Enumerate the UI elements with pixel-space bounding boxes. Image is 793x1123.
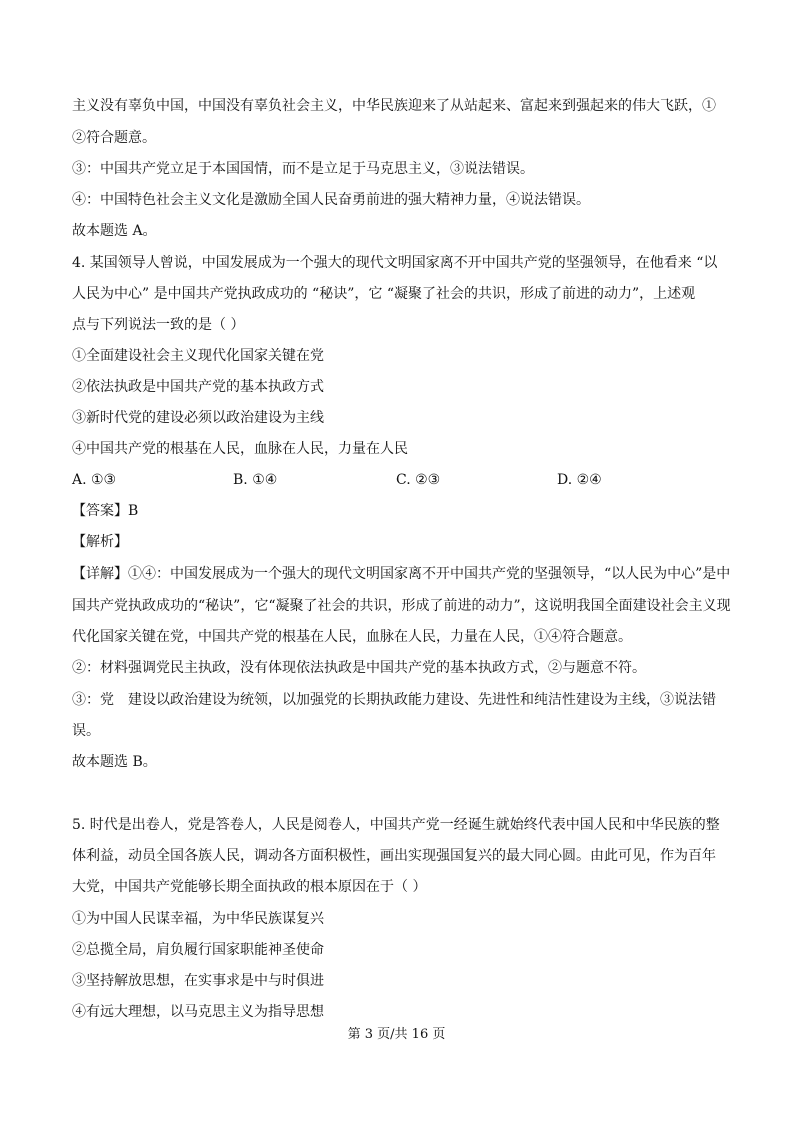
option-d: D. ②④	[557, 472, 602, 488]
text-line: 故本题选 A。	[72, 223, 157, 239]
question-4-stem: 人民为中心” 是中国共产党执政成功的 “秘诀”，它 “凝聚了社会的共识，形成了前进的动力”，上述观	[72, 286, 696, 302]
option-a: A. ①③	[72, 472, 117, 488]
question-4-statement: ①全面建设社会主义现代化国家关键在党	[72, 348, 324, 364]
analysis-label: 【解析】	[72, 534, 128, 550]
text-line: ③：中国共产党立足于本国国情，而不是立足于马克思主义，③说法错误。	[72, 161, 534, 177]
option-c: C. ②③	[396, 472, 441, 488]
detail-text: 代化国家关键在党，中国共产党的根基在人民，血脉在人民，力量在人民，①④符合题意。	[72, 629, 632, 645]
detail-text: 国共产党执政成功的“秘诀”，它“凝聚了社会的共识，形成了前进的动力”，这说明我国全面建设社会主义现	[72, 598, 731, 614]
detail-text: ②：材料强调党民主执政，没有体现依法执政是中国共产党的基本执政方式，②与题意不符。	[72, 660, 646, 676]
question-4-statement: ③新时代党的建设必须以政治建设为主线	[72, 410, 324, 426]
question-4-stem: 4. 某国领导人曾说，中国发展成为一个强大的现代文明国家离不开中国共产党的坚强领导，在他看来 “以	[72, 255, 718, 271]
conclusion-text: 故本题选 B。	[72, 754, 157, 770]
option-b: B. ①④	[233, 472, 278, 488]
question-4-statement: ④中国共产党的根基在人民，血脉在人民，力量在人民	[72, 441, 408, 457]
detail-text: ③：党 建设以政治建设为统领，以加强党的长期执政能力建设、先进性和纯洁性建设为主线，③说法错	[72, 692, 716, 708]
question-5-statement: ①为中国人民谋幸福，为中华民族谋复兴	[72, 911, 324, 927]
answer-label: 【答案】B	[72, 503, 139, 519]
question-4-stem: 点与下列说法一致的是（ ）	[72, 317, 245, 333]
text-line: 主义没有辜负中国，中国没有辜负社会主义，中华民族迎来了从站起来、富起来到强起来的伟大飞跃，①	[72, 98, 716, 114]
detail-text: 【详解】①④：中国发展成为一个强大的现代文明国家离不开中国共产党的坚强领导，“以人民为中心”是中	[72, 566, 731, 582]
question-5-stem: 体利益，动员全国各族人民，调动各方面积极性，画出实现强国复兴的最大同心圆。由此可见，作为百年	[72, 848, 716, 864]
question-5-statement: ③坚持解放思想，在实事求是中与时俱进	[72, 973, 324, 989]
question-5-statement: ②总揽全局，肩负履行国家职能神圣使命	[72, 942, 324, 958]
detail-text: 误。	[72, 723, 100, 739]
question-5-stem: 5. 时代是出卷人，党是答卷人，人民是阅卷人，中国共产党一经诞生就始终代表中国人民和中华民族的整	[72, 817, 720, 833]
text-line: ②符合题意。	[72, 130, 156, 146]
page-number-footer: 第 3 页/共 16 页	[347, 1027, 446, 1042]
text-line: ④：中国特色社会主义文化是激励全国人民奋勇前进的强大精神力量，④说法错误。	[72, 192, 590, 208]
question-5-statement: ④有远大理想，以马克思主义为指导思想	[72, 1004, 324, 1020]
question-5-stem: 大党，中国共产党能够长期全面执政的根本原因在于（ ）	[72, 879, 427, 895]
question-4-statement: ②依法执政是中国共产党的基本执政方式	[72, 379, 324, 395]
